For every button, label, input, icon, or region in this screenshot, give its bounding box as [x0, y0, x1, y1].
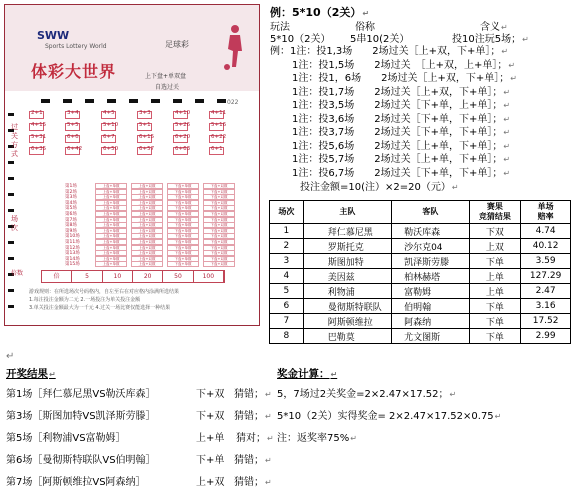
option-label: 6+42 — [67, 146, 83, 152]
option-label: 4+10 — [175, 110, 191, 116]
table-cell: 勒沃库森 — [392, 224, 470, 239]
table-cell: 3 — [270, 254, 304, 269]
prize-result-verdict: 猜错；↵ — [234, 477, 272, 488]
table-row — [270, 239, 571, 254]
match-cell[interactable]: 下盘+双数 — [203, 233, 235, 239]
table-cell: 上单 — [469, 284, 521, 299]
match-row-label: 第7场 — [65, 217, 77, 223]
option-label: 5+10 — [103, 122, 119, 128]
match-cell[interactable]: 上盘+单数 — [95, 228, 127, 234]
timing-mark — [8, 241, 14, 244]
option-label: 6+63 — [175, 146, 191, 152]
match-row-label: 第11场 — [65, 240, 80, 245]
timing-mark — [151, 99, 160, 103]
timing-mark — [8, 113, 14, 116]
multiplier-option[interactable]: 20 — [133, 271, 163, 282]
match-cell[interactable]: 上盘+双数 — [131, 256, 163, 262]
match-row-label: 第15场 — [65, 262, 80, 268]
prize-result-verdict: 猜错；↵ — [234, 389, 272, 400]
option-label: 3+3 — [139, 110, 151, 116]
match-row-label: 第8场 — [65, 223, 77, 229]
table-cell: 富勒姆 — [392, 284, 470, 299]
calc-line-1: 5，7场过2关奖金=2×2.47×17.52；↵ — [277, 389, 457, 400]
paragraph-mark: ↵ — [6, 351, 15, 362]
match-row-label: 第9场 — [65, 228, 77, 234]
match-cell[interactable]: 上盘+单数 — [95, 245, 127, 251]
option-label: 5+5 — [67, 122, 79, 128]
example-def-nickname: 5串10(2关） — [350, 34, 410, 45]
ticket-footnote-3: 3.单关投注金额最大为一千元 4.过关一场比赛仅能选择一种结果 — [29, 305, 171, 311]
table-cell: 阿斯顿维拉 — [303, 314, 391, 329]
ticket-header — [5, 5, 259, 91]
match-cell[interactable]: 下盘+双数 — [203, 211, 235, 217]
calc-title: 奖金计算：↵ — [277, 368, 338, 380]
option-label: 2+1 — [31, 110, 43, 116]
timing-mark — [8, 161, 14, 164]
match-row-label: 第10场 — [65, 234, 80, 240]
prize-result-verdict: 猜错；↵ — [234, 411, 272, 422]
table-cell: 斯图加特 — [303, 254, 391, 269]
option-label: 6+1 — [211, 146, 223, 152]
example-line: 1注：投5,6场 2场过关［上+单，下+单］；↵ — [292, 140, 511, 152]
multiplier-bar — [41, 270, 225, 283]
prize-result-label: 第3场［斯图加特VS凯泽斯劳滕］ — [6, 411, 156, 422]
table-cell: 沙尔克04 — [392, 239, 470, 254]
table-cell: 1 — [270, 224, 304, 239]
example-line: 例：1注：投1,3场 2场过关［上+双，下+单］；↵ — [270, 46, 509, 57]
example-header-play: 玩法 — [270, 22, 290, 33]
table-cell: 罗斯托克 — [303, 239, 391, 254]
option-label: 6+6 — [67, 134, 79, 140]
option-label: 6+20 — [175, 134, 191, 140]
prize-result-pick: 上+双 — [196, 477, 225, 488]
table-cell: 阿森纳 — [392, 314, 470, 329]
example-def-meaning: 投10注玩5场；↵ — [452, 34, 529, 45]
multiplier-option[interactable]: 10 — [103, 271, 133, 282]
table-cell: 下单 — [469, 329, 521, 344]
option-label: 5+1 — [139, 122, 151, 128]
table-cell: 2.47 — [521, 284, 571, 299]
multiplier-option[interactable]: 50 — [163, 271, 193, 282]
match-cell[interactable]: 上盘+双数 — [131, 245, 163, 251]
prize-result-verdict: 猜对；↵ — [236, 433, 274, 444]
football-player-icon — [220, 23, 246, 73]
calc-line-3: 注：返奖率75%↵ — [277, 433, 357, 444]
match-row-label: 第12场 — [65, 245, 80, 251]
table-row — [270, 329, 571, 344]
option-label: 6+50 — [103, 146, 119, 152]
match-row-label: 第3场 — [65, 195, 77, 201]
example-sum: 投注金额=10(注）×2=20（元）↵ — [300, 182, 459, 193]
table-header-cell: 客队 — [392, 201, 470, 224]
table-cell: 6 — [270, 299, 304, 314]
ticket-section-match: 场次 — [11, 215, 18, 232]
table-cell: 凯泽斯劳滕 — [392, 254, 470, 269]
match-cell[interactable]: 下盘+单数 — [167, 189, 199, 195]
option-label: 6+7 — [103, 134, 115, 140]
table-cell: 下单 — [469, 314, 521, 329]
ticket-section-mult: 倍数 — [11, 270, 24, 277]
ticket-desc-2: 自选过关 — [155, 84, 180, 91]
ticket-game-name: 足球彩 — [165, 40, 189, 49]
prize-result-label: 第7场［阿斯顿维拉VS阿森纳］ — [6, 477, 146, 488]
table-header-cell: 单场 赔率 — [521, 201, 571, 224]
ticket-logo-subtitle: Sports Lottery World — [45, 43, 107, 50]
match-cell[interactable]: 下盘+单数 — [167, 183, 199, 189]
match-cell[interactable]: 上盘+双数 — [131, 211, 163, 217]
match-cell[interactable]: 上盘+单数 — [95, 222, 127, 228]
prize-result-pick: 下+双 — [196, 389, 225, 400]
prize-result-label: 第1场［拜仁慕尼黑VS勒沃库森］ — [6, 389, 156, 400]
match-cell[interactable]: 下盘+单数 — [167, 200, 199, 206]
prize-result-label: 第6场［曼彻斯特联队VS伯明翰］ — [6, 455, 156, 466]
match-cell[interactable]: 上盘+双数 — [131, 183, 163, 189]
match-cell[interactable]: 上盘+单数 — [95, 217, 127, 223]
timing-mark — [195, 99, 204, 103]
option-label: 5+16 — [211, 122, 227, 128]
match-row-label: 第5场 — [65, 206, 77, 212]
ticket-footnote-1: 游戏规则：在所选场次号码格内，自左至右在对应格内涂满所选结果 — [29, 289, 180, 295]
match-cell[interactable]: 下盘+单数 — [167, 250, 199, 256]
prize-result-pick: 下+双 — [196, 411, 225, 422]
table-cell: 40.12 — [521, 239, 571, 254]
match-cell[interactable]: 下盘+双数 — [203, 222, 235, 228]
table-cell: 127.29 — [521, 269, 571, 284]
match-cell[interactable]: 上盘+双数 — [131, 233, 163, 239]
example-line: 1注：投3,5场 2场过关［下+单，上+单］；↵ — [292, 100, 511, 111]
prize-results-title: 开奖结果↵ — [6, 368, 56, 380]
ticket-brand: 体彩大世界 — [31, 62, 117, 81]
match-cell[interactable]: 上盘+单数 — [95, 200, 127, 206]
prize-result-pick: 上+单 — [196, 433, 225, 444]
match-cell[interactable]: 下盘+单数 — [167, 261, 199, 267]
match-cell[interactable]: 上盘+单数 — [95, 261, 127, 267]
match-cell[interactable]: 上盘+双数 — [131, 194, 163, 200]
ticket-desc-1: 上下盘+单双盘 — [145, 73, 187, 80]
match-cell[interactable]: 下盘+双数 — [203, 189, 235, 195]
table-header-cell: 赛果 竞猜结果 — [469, 201, 521, 224]
table-cell: 下双 — [469, 224, 521, 239]
timing-mark — [63, 99, 72, 103]
timing-mark — [8, 177, 14, 180]
table-cell: 8 — [270, 329, 304, 344]
timing-mark — [8, 305, 14, 308]
table-row — [270, 224, 571, 239]
example-line: 1注：投3,6场 2场过关［下+单，下+单］；↵ — [292, 113, 511, 125]
table-cell: 2.99 — [521, 329, 571, 344]
match-cell[interactable]: 下盘+双数 — [203, 183, 235, 189]
table-cell: 曼彻斯特联队 — [303, 299, 391, 314]
table-header-cell: 主队 — [303, 201, 391, 224]
table-row — [270, 284, 571, 299]
match-row-label: 第2场 — [65, 189, 77, 195]
match-row-label: 第1场 — [65, 184, 77, 189]
match-cell[interactable]: 上盘+双数 — [131, 205, 163, 211]
match-cell[interactable]: 下盘+双数 — [203, 205, 235, 211]
match-cell[interactable]: 上盘+双数 — [131, 250, 163, 256]
timing-mark — [8, 257, 14, 260]
option-label: 5+26 — [175, 122, 191, 128]
ticket-logo: SWW — [37, 29, 70, 42]
example-def-play: 5*10（2关） — [270, 34, 331, 45]
match-cell[interactable]: 上盘+单数 — [95, 205, 127, 211]
timing-mark — [8, 193, 14, 196]
option-label: 6+15 — [139, 134, 155, 140]
prize-result-pick: 下+单 — [196, 455, 225, 466]
timing-mark — [41, 99, 50, 103]
match-cell[interactable]: 上盘+单数 — [95, 256, 127, 262]
timing-mark — [8, 289, 14, 292]
table-cell: 尤文图斯 — [392, 329, 470, 344]
table-cell: 3.16 — [521, 299, 571, 314]
table-row — [270, 269, 571, 284]
match-cell[interactable]: 上盘+双数 — [131, 239, 163, 245]
match-cell[interactable]: 上盘+单数 — [95, 239, 127, 245]
match-cell[interactable]: 下盘+单数 — [167, 217, 199, 223]
lottery-ticket-image — [4, 4, 260, 326]
example-line: 1注：投1,7场 2场过关［上+双，下+单］；↵ — [292, 86, 511, 98]
match-cell[interactable]: 上盘+单数 — [95, 233, 127, 239]
match-cell[interactable]: 下盘+单数 — [167, 194, 199, 200]
match-cell[interactable]: 下盘+单数 — [167, 233, 199, 239]
match-results-table — [269, 200, 571, 344]
calc-line-2: 5*10（2关）实得奖金= 2×2.47×17.52×0.75↵ — [277, 411, 502, 422]
match-cell[interactable]: 上盘+双数 — [131, 189, 163, 195]
table-row — [270, 314, 571, 329]
table-cell: 利物浦 — [303, 284, 391, 299]
table-cell: 17.52 — [521, 314, 571, 329]
match-cell[interactable]: 上盘+双数 — [131, 228, 163, 234]
table-cell: 柏林赫塔 — [392, 269, 470, 284]
match-cell[interactable]: 上盘+双数 — [131, 217, 163, 223]
table-cell: 上双 — [469, 239, 521, 254]
match-cell[interactable]: 上盘+单数 — [95, 189, 127, 195]
match-cell[interactable]: 下盘+单数 — [167, 205, 199, 211]
match-cell[interactable]: 下盘+双数 — [203, 245, 235, 251]
prize-result-verdict: 猜错；↵ — [234, 455, 272, 466]
ticket-section-pass: 过关方式 — [11, 123, 18, 158]
timing-mark — [85, 99, 94, 103]
prize-result-label: 第5场［利物浦VS富勒姆］ — [6, 433, 126, 444]
option-label: 6+35 — [31, 146, 47, 152]
table-row — [270, 254, 571, 269]
ticket-footnote-2: 1.每注投注金额为二元 2.一场投注为单关投注金额 — [29, 297, 141, 303]
table-cell: 美因兹 — [303, 269, 391, 284]
match-cell[interactable]: 上盘+双数 — [131, 222, 163, 228]
match-cell[interactable]: 上盘+单数 — [95, 194, 127, 200]
example-line: 1注：投5,7场 2场过关［上+单，下+单］；↵ — [292, 154, 511, 165]
match-row-label: 第4场 — [65, 200, 77, 206]
table-cell: 4.74 — [521, 224, 571, 239]
table-cell: 3.59 — [521, 254, 571, 269]
match-cell[interactable]: 下盘+双数 — [203, 261, 235, 267]
timing-mark — [129, 99, 138, 103]
match-cell[interactable]: 上盘+单数 — [95, 250, 127, 256]
match-cell[interactable]: 下盘+单数 — [167, 211, 199, 217]
timing-mark — [107, 99, 116, 103]
table-header-cell: 场次 — [270, 201, 304, 224]
option-label: 6+22 — [211, 134, 227, 140]
table-cell: 下单 — [469, 299, 521, 314]
match-cell[interactable]: 下盘+双数 — [203, 250, 235, 256]
multiplier-option[interactable]: 5 — [72, 271, 102, 282]
ticket-number: 022 — [227, 99, 239, 106]
match-cell[interactable]: 下盘+双数 — [203, 194, 235, 200]
match-row-label: 第14场 — [65, 256, 80, 262]
table-cell: 7 — [270, 314, 304, 329]
example-line: 1注：投1，6场 2场过关［上+双，下+单］；↵ — [292, 73, 517, 84]
multiplier-option[interactable]: 倍 — [42, 271, 72, 282]
table-cell: 4 — [270, 269, 304, 284]
match-cell[interactable]: 下盘+双数 — [203, 217, 235, 223]
table-row — [270, 299, 571, 314]
option-label: 5+31 — [31, 134, 47, 140]
match-cell[interactable]: 上盘+单数 — [95, 183, 127, 189]
match-cell[interactable]: 上盘+单数 — [95, 211, 127, 217]
table-cell: 拜仁慕尼黑 — [303, 224, 391, 239]
example-line: 1注：投6,7场 2场过关［下+单，下+单］；↵ — [292, 167, 511, 179]
multiplier-option[interactable]: 100 — [194, 271, 224, 282]
match-cell[interactable]: 上盘+双数 — [131, 261, 163, 267]
example-line: 1注：投1,5场 2场过关 ［上+双，上+单］；↵ — [292, 59, 516, 71]
table-cell: 2 — [270, 239, 304, 254]
match-cell[interactable]: 下盘+单数 — [167, 239, 199, 245]
timing-mark — [173, 99, 182, 103]
match-cell[interactable]: 下盘+单数 — [167, 256, 199, 262]
example-header-meaning: 含义↵ — [480, 22, 508, 33]
option-label: 4+11 — [211, 110, 227, 116]
match-cell[interactable]: 下盘+双数 — [203, 239, 235, 245]
timing-mark — [217, 99, 226, 103]
table-cell: 下单 — [469, 254, 521, 269]
table-header-row — [270, 201, 571, 224]
match-cell[interactable]: 下盘+单数 — [167, 245, 199, 251]
match-cell[interactable]: 下盘+单数 — [167, 222, 199, 228]
match-row-label: 第6场 — [65, 212, 77, 217]
table-cell: 5 — [270, 284, 304, 299]
example-header-nickname: 俗称 — [355, 22, 375, 33]
table-cell: 伯明翰 — [392, 299, 470, 314]
timing-mark — [8, 209, 14, 212]
match-row-label: 第13场 — [65, 251, 80, 257]
option-label: 4+15 — [31, 122, 47, 128]
table-cell: 上单 — [469, 269, 521, 284]
match-cell[interactable]: 上盘+双数 — [131, 200, 163, 206]
match-cell[interactable]: 下盘+双数 — [203, 256, 235, 262]
table-cell: 巴勒莫 — [303, 329, 391, 344]
option-label: 4+5 — [103, 110, 115, 116]
example-title: 例：5*10（2关）↵ — [270, 6, 370, 19]
option-label: 6+57 — [139, 146, 155, 152]
match-cell[interactable]: 下盘+双数 — [203, 228, 235, 234]
match-cell[interactable]: 下盘+双数 — [203, 200, 235, 206]
match-cell[interactable]: 下盘+单数 — [167, 228, 199, 234]
option-label: 3+4 — [67, 110, 79, 116]
example-line: 1注：投3,7场 2场过关［下+单，下+单］；↵ — [292, 127, 511, 138]
